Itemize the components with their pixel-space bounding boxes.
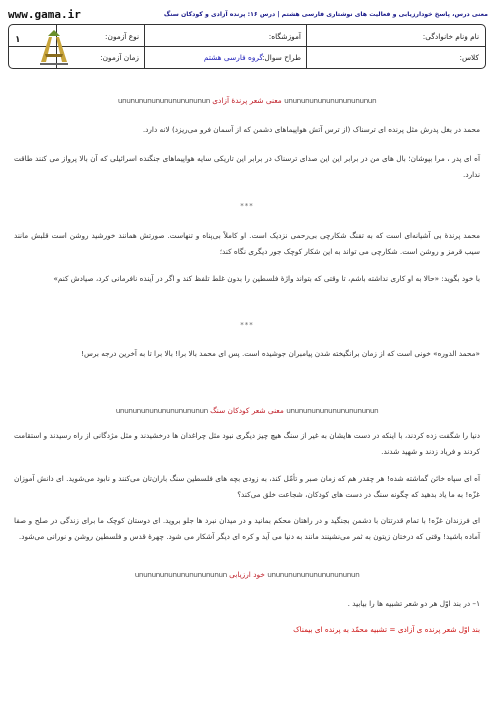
document-title: معنی درس، پاسخ خودارزیابی و فعالیت های نوشتاری فارسی هشتم | درس ۱۶: پرنده آزادی و کودکان سنگ (163, 11, 488, 18)
section-title: معنی شعر کودکان سنگ (210, 406, 284, 415)
header-column-divider (306, 25, 307, 68)
paragraph: آه ای سپاه خائن گماشته شده! هر چقدر هم که زمان صبر و تأمّل کند، به زودی بچه های فلسطین سنگ باران‌تان می‌کنند و نابود می‌شوید. ای دانش آموزان غزّه! به ما یاد بدهید که چگونه سنگ در دست های کودکان، شجاعت خلق می‌کند؟ (14, 474, 480, 499)
decorative-border: ununununununununununun (115, 406, 208, 415)
section-heading-self-assessment (14, 570, 480, 579)
question: ۱– در بند اوّل هر دو شعر تشبیه ها را بیابید . (347, 599, 480, 608)
header-divider (9, 46, 485, 47)
decorative-border: ununununununununununun (286, 406, 379, 415)
paragraph: محمد در بغل پدرش مثل پرنده ای ترسناک (از ترس آتش هواپیماهای دشمن که از آسمان فرو می‌ریزد) لانه دارد. (142, 125, 480, 134)
header-column-divider (144, 25, 145, 68)
separator-stars: *** (240, 321, 254, 329)
designer-label: طراح سوال: (261, 53, 301, 62)
student-info-header (8, 24, 486, 69)
gama-logo-icon (36, 28, 72, 66)
class-field-label: کلاس: (459, 53, 479, 62)
page-number: ۱ (15, 35, 21, 45)
decorative-border: ununununununununununun (117, 96, 210, 105)
decorative-border: ununununununununununun (284, 96, 377, 105)
top-bar (8, 8, 488, 22)
school-field-label: آموزشگاه: (268, 32, 301, 41)
exam-type-label: نوع آزمون: (105, 32, 139, 41)
paragraph: محمد پرندۀ بی آشیانه‌ای است که به تفنگ شکارچی بی‌رحمی نزدیک است. او کاملاً بی‌پناه و تنهاست. صورتش همانند خورشید روشن است قلبش مانند سیب قرمز و روشن است. شکارچی می تواند به این شکار کوچک جور دیگری نگاه کند؛ (14, 231, 480, 256)
paragraph: با خود بگوید: «حالا به او کاری نداشته باشم، تا وقتی که بتواند واژۀ فلسطین را بدون غلط تلفظ کند و اگر در آینده نافرمانی کرد، صیادش کنم» (53, 274, 480, 283)
section-heading-sang (14, 406, 480, 415)
decorative-border: ununununununununununun (134, 570, 227, 579)
decorative-border: ununununununununununun (267, 570, 360, 579)
paragraph: «محمد الدوره» خونی است که از زمان برانگیخته شدن پیامبران جوشیده است. پس ای محمد بالا برا! بالا برا تا به آخرین درجه برس! (81, 349, 480, 358)
answer: بند اوّل شعر پرنده ی آزادی = تشبیه محمّد به پرنده ای بیمناک (293, 625, 480, 634)
section-title: معنی شعر پرندۀ آزادی (212, 96, 282, 105)
section-heading-azadi (14, 96, 480, 105)
paragraph: دنیا را شگفت زده کردند، با اینکه در دست هایشان به غیر از سنگ هیچ چیز دیگری نبود مثل چراغدان ها درخشیدند و مثل مژدگانی از راه رسیدند و استقامت کردند و فریاد زدند و شهید شدند. (14, 431, 480, 456)
exam-time-label: زمان آزمون: (100, 53, 139, 62)
designer-value: گروه فارسی هشتم (203, 53, 263, 62)
paragraph: ای فرزندان غزّه! با تمام قدرتتان با دشمن بجنگید و در راهتان محکم بمانید و در میدان نبرد ها جلو بروید. ای دوستان کوچک ما برای زندگی در صلح و صفا آماده باشید! وقتی که درختان زیتون به ثمر می‌نشینند مانند به دنیا می آید و کره ای دیگر آشکار می شود. چهرۀ قدس و فلسطین روشن و نورانی می‌شود. (14, 516, 480, 541)
section-title: خود ارزیابی (229, 570, 265, 579)
name-field-label: نام ونام خانوادگی: (422, 32, 479, 41)
paragraph: آه ای پدر ، مرا بپوشان؛ بال های من در برابر این این صدای ترسناک در برابر این تاریکی سایه هواپیماهای جنگنده اسرائیلی که آن بالا پرواز می کنند طاقت ندارد. (14, 154, 480, 179)
separator-stars: *** (240, 202, 254, 210)
site-url[interactable]: www.gama.ir (8, 8, 81, 21)
